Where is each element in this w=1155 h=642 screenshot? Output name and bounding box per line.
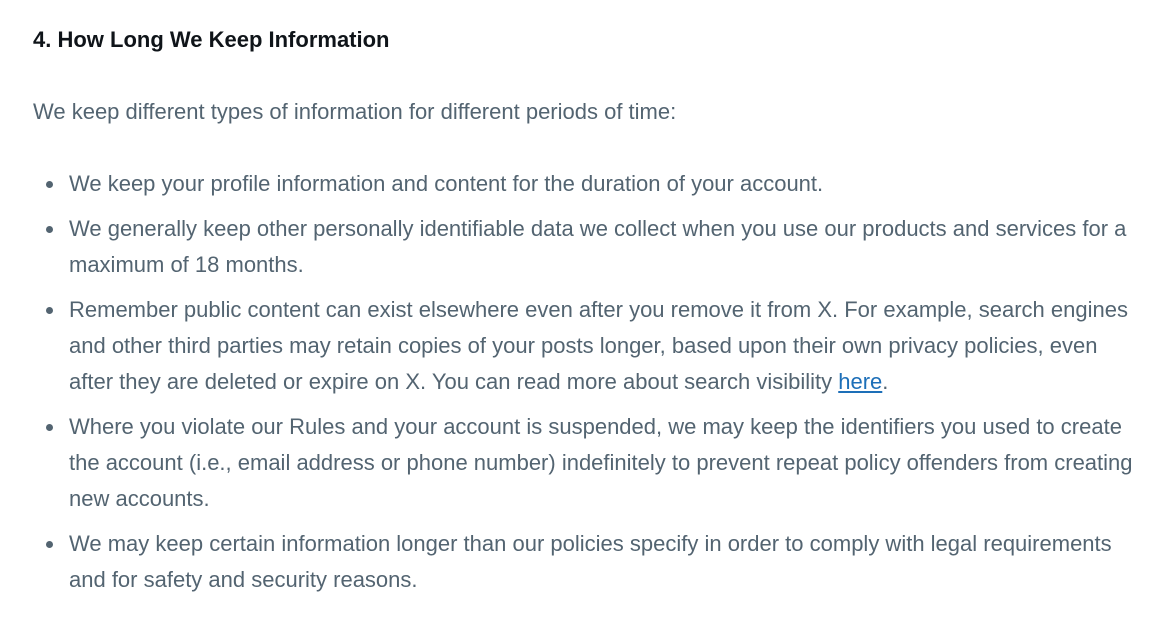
list-item — [33, 211, 1133, 283]
list-item-text-end: . — [882, 369, 889, 394]
list-item-text: We may keep certain information longer than our policies specify in order to comply with legal requirements and for safety and security reasons. — [69, 531, 1112, 592]
list-item — [33, 409, 1133, 517]
search-visibility-link[interactable]: here — [838, 369, 883, 394]
list-item-text: Where you violate our Rules and your account is suspended, we may keep the identifiers you used to create the account (i.e., email address or phone number) indefinitely to prevent repeat policy offenders from creating new accounts. — [69, 414, 1133, 511]
list-item — [33, 166, 1133, 202]
list-item-text: Remember public content can exist elsewhere even after you remove it from X. For example, search engines and other third parties may retain copies of your posts longer, based upon their own privacy policies, even after they are deleted or expire on X. You can read more about search visibility — [69, 297, 1128, 394]
bullet-dot-icon — [46, 226, 53, 233]
retention-list — [33, 166, 1133, 607]
list-item — [33, 292, 1133, 400]
section-title: 4. How Long We Keep Information — [33, 27, 390, 52]
section-intro: We keep different types of information for different periods of time: — [33, 99, 677, 124]
bullet-dot-icon — [46, 541, 53, 548]
bullet-dot-icon — [46, 424, 53, 431]
bullet-dot-icon — [46, 181, 53, 188]
list-item-text: We generally keep other personally identifiable data we collect when you use our products and services for a maximum of 18 months. — [69, 216, 1127, 277]
bullet-dot-icon — [46, 307, 53, 314]
list-item-text: We keep your profile information and content for the duration of your account. — [69, 171, 824, 196]
list-item — [33, 526, 1133, 598]
